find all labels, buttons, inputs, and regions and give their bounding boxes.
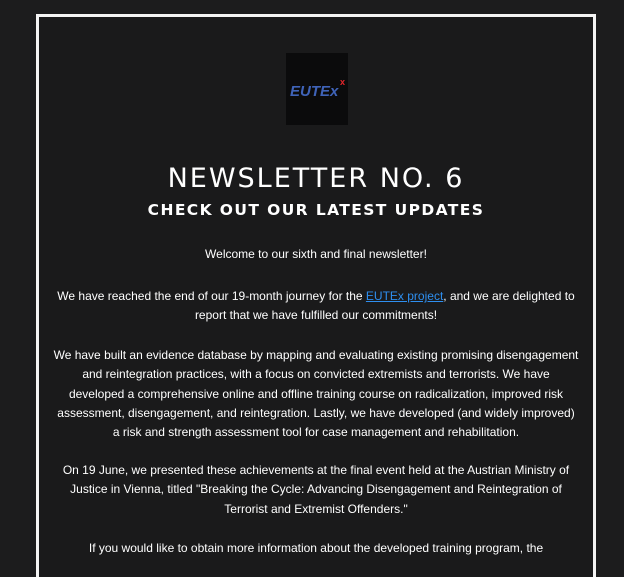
newsletter-card [36,14,596,577]
final-event-paragraph: On 19 June, we presented these achievements at the final event held at the Austrian Ministry of Justice in Vienna, titled "Breaking the Cycle: Advancing Disengagement and Reintegration of Terrorist and Extremist Offenders." [62,463,570,516]
journey-text-after: , and we are delighted to report that we have fulfilled our commitments! [194,289,575,323]
newsletter-title: NEWSLETTER NO. 6 [167,163,465,194]
newsletter-subtitle: CHECK OUT OUR LATEST UPDATES [147,201,485,219]
welcome-paragraph: Welcome to our sixth and final newsletter! [205,247,427,261]
eutex-logo-icon [286,69,348,109]
eutex-logo[interactable] [286,53,348,125]
eutex-project-link[interactable]: EUTEx project [365,289,444,303]
journey-paragraph [53,287,579,326]
achievements-paragraph: We have built an evidence database by mapping and evaluating existing promising disengagement and reintegration practices, with a focus on convicted extremists and terrorists. We have developed a comprehensive online and offline training course on radicalization, improved risk assessment, disengagement, and reintegration. Lastly, we have developed (and widely improved) a risk and strength assessment tool for case management and rehabilitation. [53,348,579,440]
journey-text-before: We have reached the end of our 19-month journey for the [57,289,366,303]
logo-wordmark: EUTEx [290,83,339,100]
more-info-paragraph: If you would like to obtain more information about the developed training program, the [88,541,544,555]
logo-accent-mark: x [340,77,346,87]
